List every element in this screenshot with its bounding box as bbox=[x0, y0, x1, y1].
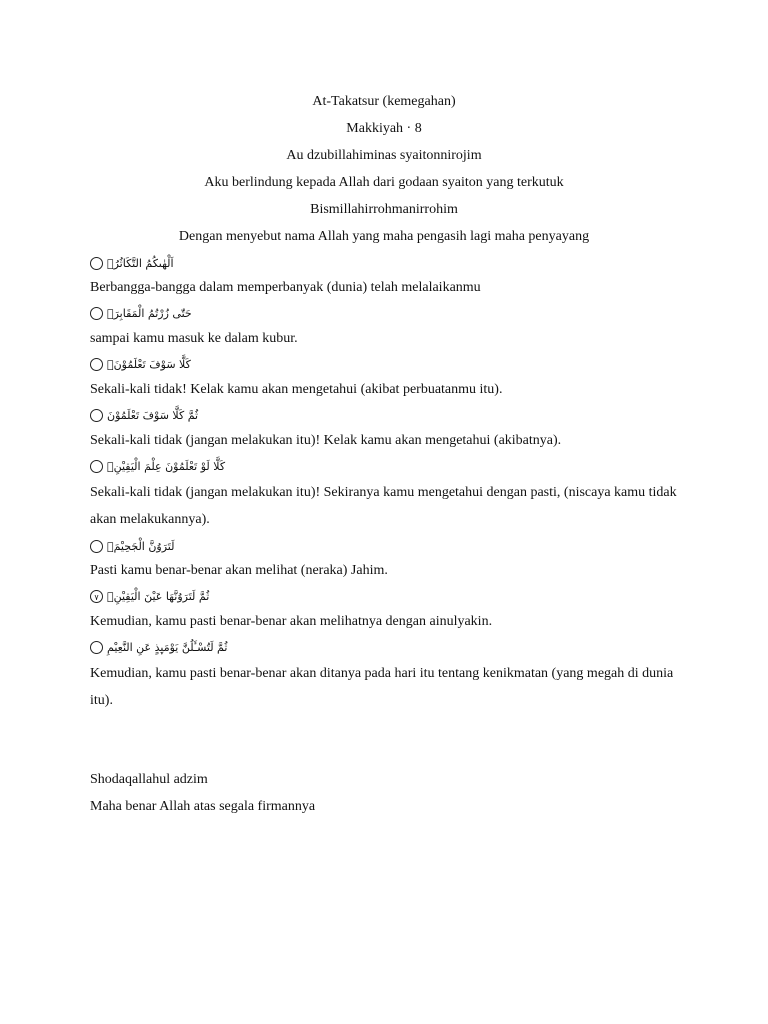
ayah-end-marker-icon bbox=[90, 460, 103, 473]
verse-1-translation: Berbangga-bangga dalam memperbanyak (dunia) telah melalaikanmu bbox=[90, 280, 481, 295]
verse-arabic-text: ثُمَّ كَلَّا سَوْفَ تَعْلَمُوْنَ bbox=[107, 408, 199, 422]
verse-arabic-text: حَتّٰى زُرْتُمُ الْمَقَابِرَۗ bbox=[107, 306, 192, 320]
verse-7-translation: Kemudian, kamu pasti benar-benar akan melihatnya dengan ainulyakin. bbox=[90, 614, 493, 629]
ayah-end-marker-icon: ٧ bbox=[90, 590, 103, 603]
verse-arabic-text: لَتَرَوُنَّ الْجَحِيْمَۙ bbox=[107, 539, 175, 553]
verse-6-arabic bbox=[90, 535, 174, 557]
verse-3-translation: Sekali-kali tidak! Kelak kamu akan mengetahui (akibat perbuatanmu itu). bbox=[90, 382, 503, 397]
verse-5-arabic bbox=[90, 455, 225, 477]
ayah-end-marker-icon bbox=[90, 358, 103, 371]
verse-1-arabic bbox=[90, 252, 174, 274]
verse-arabic-text: كَلَّا سَوْفَ تَعْلَمُوْنَۙ bbox=[107, 357, 191, 371]
verse-3-arabic bbox=[90, 353, 191, 375]
verse-arabic-text: ثُمَّ لَتَرَوُنَّهَا عَيْنَ الْيَقِيْنِۙ bbox=[107, 589, 210, 603]
taawudz-meaning: Aku berlindung kepada Allah dari godaan syaiton yang terkutuk bbox=[204, 175, 564, 190]
verse-4-translation: Sekali-kali tidak (jangan melakukan itu)! Kelak kamu akan mengetahui (akibatnya). bbox=[90, 433, 562, 448]
basmalah: Bismillahirrohmanirrohim bbox=[310, 202, 458, 217]
verse-arabic-text: كَلَّا لَوْ تَعْلَمُوْنَ عِلْمَ الْيَقِيْنِۗ bbox=[107, 459, 226, 473]
surah-title: At-Takatsur (kemegahan) bbox=[312, 94, 456, 109]
closing-line-2: Maha benar Allah atas segala firmannya bbox=[90, 799, 316, 814]
ayah-end-marker-icon bbox=[90, 641, 103, 654]
verse-arabic-text: ثُمَّ لَتُسْـَٔلُنَّ يَوْمَىِٕذٍ عَنِ النَّعِيْمِ bbox=[107, 640, 228, 654]
verse-4-arabic bbox=[90, 404, 198, 426]
verse-2-translation: sampai kamu masuk ke dalam kubur. bbox=[90, 331, 298, 346]
verse-2-arabic bbox=[90, 302, 192, 324]
verse-8-arabic bbox=[90, 636, 227, 658]
verse-arabic-text: اَلْهٰىكُمُ التَّكَاثُرُۙ bbox=[107, 256, 174, 270]
verse-6-translation: Pasti kamu benar-benar akan melihat (neraka) Jahim. bbox=[90, 563, 388, 578]
taawudz: Au dzubillahiminas syaitonnirojim bbox=[286, 148, 482, 163]
basmalah-meaning: Dengan menyebut nama Allah yang maha pengasih lagi maha penyayang bbox=[178, 229, 590, 244]
closing-line-1: Shodaqallahul adzim bbox=[90, 772, 208, 787]
verse-8-translation: Kemudian, kamu pasti benar-benar akan ditanya pada hari itu tentang kenikmatan (yang megah di dunia itu). bbox=[90, 666, 674, 708]
ayah-end-marker-icon bbox=[90, 307, 103, 320]
surah-info: Makkiyah · 8 bbox=[346, 121, 422, 136]
verse-7-arabic bbox=[90, 585, 209, 607]
ayah-end-marker-icon bbox=[90, 409, 103, 422]
ayah-end-marker-icon bbox=[90, 540, 103, 553]
ayah-end-marker-icon bbox=[90, 257, 103, 270]
verse-5-translation: Sekali-kali tidak (jangan melakukan itu)! Sekiranya kamu mengetahui dengan pasti, (niscaya kamu tidak akan melakukannya). bbox=[90, 485, 677, 527]
